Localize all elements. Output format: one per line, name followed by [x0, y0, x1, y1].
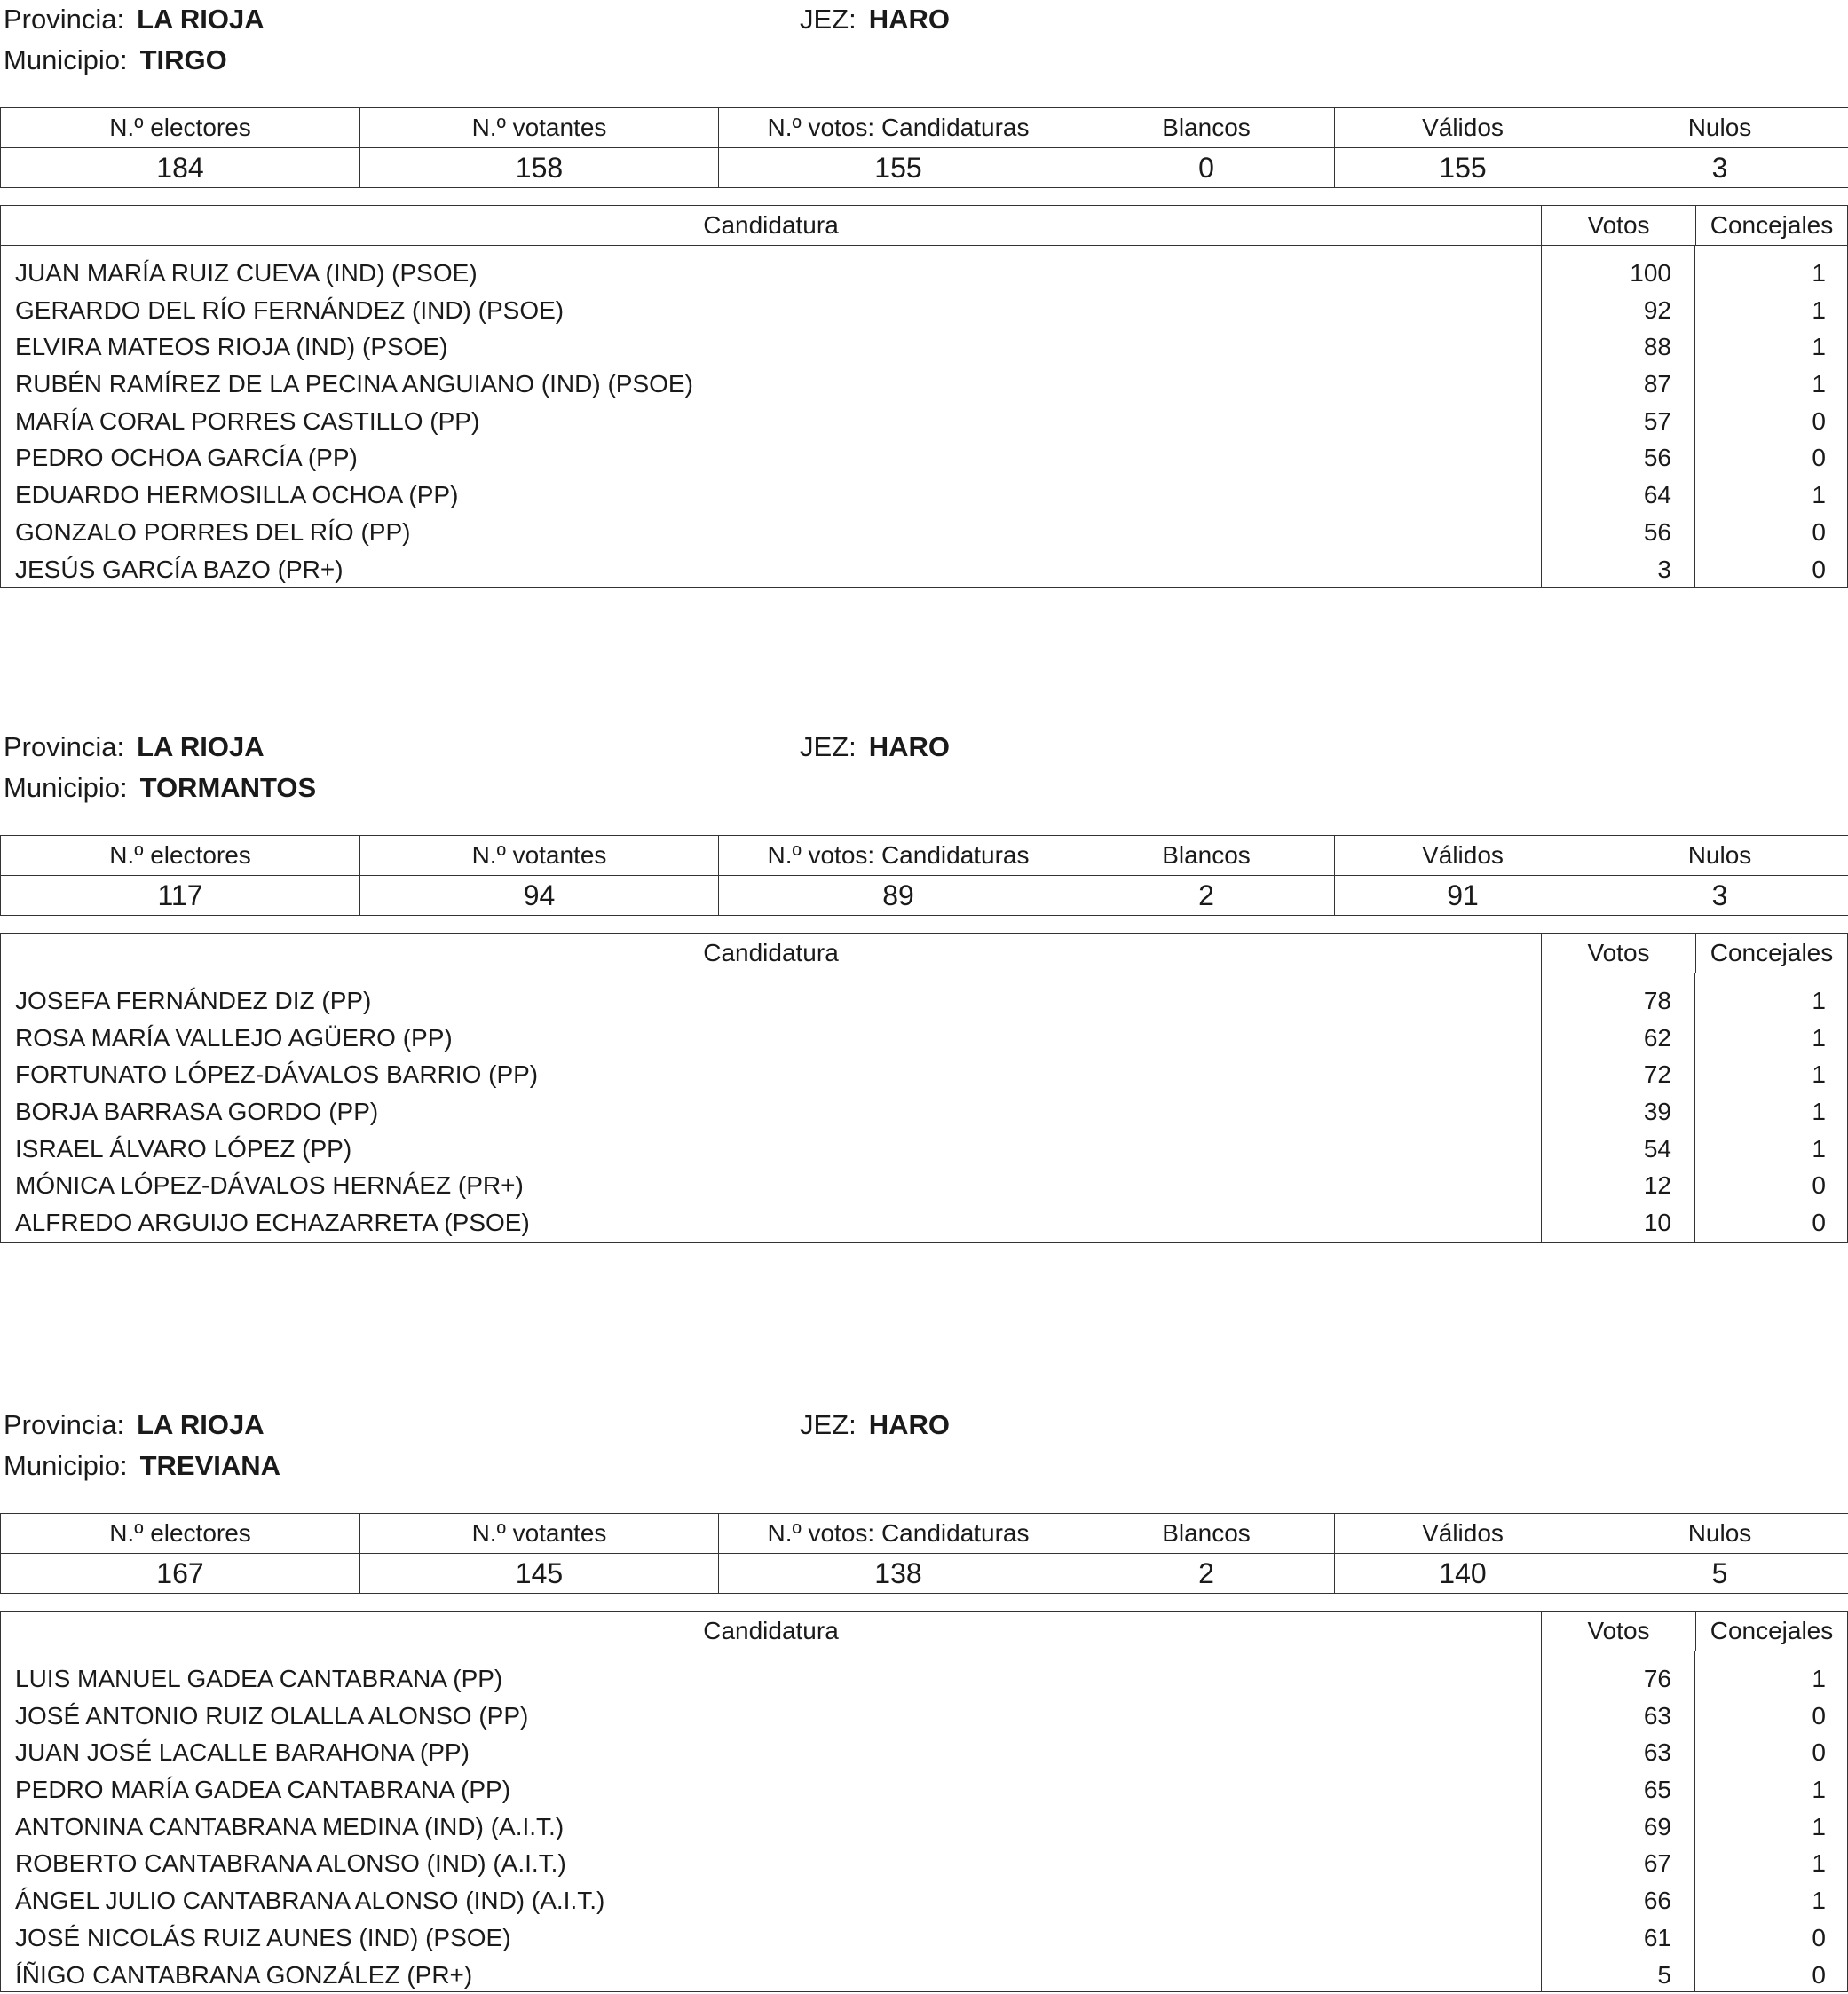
stats-table	[0, 1513, 1848, 1594]
stats-value-nulos: 5	[1591, 1554, 1848, 1594]
candidate-votos: 69	[1643, 1812, 1671, 1840]
stats-value-validos: 91	[1335, 876, 1591, 916]
candidate-name: JESÚS GARCÍA BAZO (PR+)	[15, 555, 344, 583]
column-nombres	[1, 246, 1541, 588]
header-concejales: Concejales	[1695, 206, 1847, 245]
candidate-name: LUIS MANUEL GADEA CANTABRANA (PP)	[15, 1665, 503, 1692]
column-votos	[1541, 1651, 1694, 1992]
municipio-line	[4, 1450, 280, 1482]
candidaturas-body	[1, 973, 1847, 1243]
stats-header-blancos: Blancos	[1078, 108, 1335, 148]
municipio-line	[4, 772, 316, 804]
header-candidatura: Candidatura	[703, 1617, 839, 1644]
jez-label: JEZ:	[800, 4, 857, 35]
candidate-votos: 78	[1643, 987, 1671, 1014]
municipio-value: TIRGO	[139, 44, 227, 75]
candidate-concejales: 1	[1812, 259, 1826, 287]
candidate-name: ÁNGEL JULIO CANTABRANA ALONSO (IND) (A.I.T.)	[15, 1887, 605, 1915]
provincia-line	[4, 731, 265, 763]
candidate-votos: 88	[1643, 333, 1671, 361]
candidate-votos: 76	[1643, 1665, 1671, 1692]
stats-value-validos: 140	[1335, 1554, 1591, 1594]
candidaturas-header	[1, 934, 1847, 973]
stats-value-votantes: 158	[360, 148, 719, 188]
stats-header-blancos: Blancos	[1078, 1514, 1335, 1554]
candidate-votos: 92	[1643, 296, 1671, 324]
candidate-name: JOSÉ ANTONIO RUIZ OLALLA ALONSO (PP)	[15, 1701, 529, 1730]
provincia-label: Provincia:	[4, 4, 125, 35]
stats-table	[0, 107, 1848, 188]
jez-line	[800, 1409, 950, 1441]
provincia-value: LA RIOJA	[137, 4, 265, 35]
stats-value-row	[1, 876, 1848, 916]
candidate-votos: 12	[1643, 1171, 1671, 1200]
stats-value-votantes: 94	[360, 876, 719, 916]
column-concejales	[1694, 973, 1847, 1243]
candidate-name: JUAN JOSÉ LACALLE BARAHONA (PP)	[15, 1738, 470, 1767]
candidate-concejales: 0	[1812, 1701, 1826, 1730]
municipio-value: TREVIANA	[139, 1450, 281, 1481]
municipio-block-tirgo	[0, 0, 1848, 590]
stats-header-votantes: N.º votantes	[360, 836, 719, 876]
candidate-votos: 72	[1643, 1060, 1671, 1089]
stats-table	[0, 835, 1848, 916]
candidaturas-table	[0, 1611, 1848, 1992]
jez-value: HARO	[868, 731, 951, 762]
stats-header-votos-candidaturas: N.º votos: Candidaturas	[719, 836, 1078, 876]
provincia-value: LA RIOJA	[137, 1409, 265, 1440]
candidate-votos: 67	[1643, 1849, 1671, 1878]
candidate-concejales: 0	[1812, 1171, 1826, 1200]
candidaturas-body	[1, 246, 1847, 588]
stats-header-row	[1, 1514, 1848, 1554]
candidate-concejales: 1	[1812, 1134, 1826, 1163]
stats-header-row	[1, 836, 1848, 876]
municipio-block-treviana	[0, 1406, 1848, 1994]
jez-label: JEZ:	[800, 1409, 857, 1440]
candidate-name: JOSEFA FERNÁNDEZ DIZ (PP)	[15, 987, 372, 1014]
candidate-name: GERARDO DEL RÍO FERNÁNDEZ (IND) (PSOE)	[15, 296, 565, 324]
stats-value-electores: 184	[1, 148, 360, 188]
candidate-votos: 3	[1657, 555, 1671, 583]
candidate-name: ROSA MARÍA VALLEJO AGÜERO (PP)	[15, 1023, 453, 1052]
stats-header-electores: N.º electores	[1, 108, 360, 148]
stats-value-votos-candidaturas: 89	[719, 876, 1078, 916]
candidate-votos: 39	[1643, 1098, 1671, 1126]
candidate-concejales: 1	[1812, 987, 1826, 1014]
stats-value-row	[1, 1554, 1848, 1594]
municipio-label: Municipio:	[4, 44, 128, 75]
candidaturas-table	[0, 205, 1848, 588]
candidate-concejales: 1	[1812, 481, 1826, 509]
candidate-concejales: 0	[1812, 1960, 1826, 1989]
municipio-block-tormantos	[0, 728, 1848, 1244]
header-candidatura: Candidatura	[703, 211, 839, 239]
candidate-votos: 10	[1643, 1209, 1671, 1237]
candidate-name: RUBÉN RAMÍREZ DE LA PECINA ANGUIANO (IND) (PSOE)	[15, 370, 693, 398]
stats-value-votantes: 145	[360, 1554, 719, 1594]
stats-header-nulos: Nulos	[1591, 108, 1848, 148]
municipio-label: Municipio:	[4, 772, 128, 803]
candidaturas-header	[1, 206, 1847, 246]
header-concejales: Concejales	[1695, 1612, 1847, 1651]
stats-header-electores: N.º electores	[1, 836, 360, 876]
candidate-votos: 5	[1657, 1960, 1671, 1989]
candidate-concejales: 1	[1812, 296, 1826, 324]
candidaturas-header	[1, 1612, 1847, 1651]
candidate-votos: 100	[1630, 259, 1671, 287]
candidate-concejales: 0	[1812, 1738, 1826, 1767]
provincia-line	[4, 4, 265, 35]
stats-header-row	[1, 108, 1848, 148]
stats-value-blancos: 2	[1078, 876, 1335, 916]
candidate-concejales: 1	[1812, 1887, 1826, 1915]
candidate-name: PEDRO OCHOA GARCÍA (PP)	[15, 444, 358, 472]
candidate-votos: 63	[1643, 1738, 1671, 1767]
municipio-line	[4, 44, 227, 76]
candidate-concejales: 0	[1812, 517, 1826, 546]
column-nombres	[1, 973, 1541, 1243]
candidate-votos: 66	[1643, 1887, 1671, 1915]
candidate-name: FORTUNATO LÓPEZ-DÁVALOS BARRIO (PP)	[15, 1060, 539, 1089]
stats-header-votos-candidaturas: N.º votos: Candidaturas	[719, 108, 1078, 148]
candidate-concejales: 1	[1812, 333, 1826, 361]
candidate-concejales: 0	[1812, 1209, 1826, 1237]
stats-value-nulos: 3	[1591, 876, 1848, 916]
candidate-concejales: 1	[1812, 1849, 1826, 1878]
stats-header-votos-candidaturas: N.º votos: Candidaturas	[719, 1514, 1078, 1554]
candidate-votos: 62	[1643, 1023, 1671, 1052]
candidate-votos: 63	[1643, 1701, 1671, 1730]
provincia-value: LA RIOJA	[137, 731, 265, 762]
municipio-label: Municipio:	[4, 1450, 128, 1481]
stats-value-blancos: 2	[1078, 1554, 1335, 1594]
header-candidatura: Candidatura	[703, 939, 839, 966]
candidaturas-body	[1, 1651, 1847, 1992]
candidate-votos: 57	[1643, 406, 1671, 435]
candidate-votos: 54	[1643, 1134, 1671, 1163]
stats-value-electores: 117	[1, 876, 360, 916]
candidate-name: ÍÑIGO CANTABRANA GONZÁLEZ (PR+)	[15, 1960, 473, 1989]
jez-line	[800, 4, 950, 35]
stats-value-blancos: 0	[1078, 148, 1335, 188]
stats-header-validos: Válidos	[1335, 836, 1591, 876]
stats-value-row	[1, 148, 1848, 188]
candidaturas-table	[0, 933, 1848, 1243]
candidate-concejales: 1	[1812, 1098, 1826, 1126]
stats-value-validos: 155	[1335, 148, 1591, 188]
candidate-name: ROBERTO CANTABRANA ALONSO (IND) (A.I.T.)	[15, 1849, 566, 1878]
candidate-name: ALFREDO ARGUIJO ECHAZARRETA (PSOE)	[15, 1209, 530, 1237]
column-votos	[1541, 246, 1694, 588]
jez-label: JEZ:	[800, 731, 857, 762]
candidate-votos: 56	[1643, 517, 1671, 546]
stats-header-validos: Válidos	[1335, 1514, 1591, 1554]
candidate-concejales: 0	[1812, 555, 1826, 583]
candidate-name: GONZALO PORRES DEL RÍO (PP)	[15, 517, 411, 546]
column-concejales	[1694, 246, 1847, 588]
header-votos: Votos	[1541, 1612, 1695, 1651]
candidate-name: JUAN MARÍA RUIZ CUEVA (IND) (PSOE)	[15, 259, 478, 287]
candidate-name: ANTONINA CANTABRANA MEDINA (IND) (A.I.T.)	[15, 1812, 565, 1840]
candidate-name: BORJA BARRASA GORDO (PP)	[15, 1098, 379, 1126]
candidate-concejales: 1	[1812, 1060, 1826, 1089]
candidate-votos: 87	[1643, 370, 1671, 398]
candidate-name: JOSÉ NICOLÁS RUIZ AUNES (IND) (PSOE)	[15, 1923, 511, 1951]
candidate-votos: 64	[1643, 481, 1671, 509]
stats-header-blancos: Blancos	[1078, 836, 1335, 876]
stats-header-electores: N.º electores	[1, 1514, 360, 1554]
stats-header-nulos: Nulos	[1591, 836, 1848, 876]
column-nombres	[1, 1651, 1541, 1992]
candidate-name: MARÍA CORAL PORRES CASTILLO (PP)	[15, 406, 480, 435]
candidate-votos: 56	[1643, 444, 1671, 472]
candidate-concejales: 0	[1812, 444, 1826, 472]
candidate-concejales: 1	[1812, 370, 1826, 398]
jez-line	[800, 731, 950, 763]
header-concejales: Concejales	[1695, 934, 1847, 973]
provincia-line	[4, 1409, 265, 1441]
candidate-name: ISRAEL ÁLVARO LÓPEZ (PP)	[15, 1134, 352, 1163]
header-votos: Votos	[1541, 206, 1695, 245]
candidate-votos: 61	[1643, 1923, 1671, 1951]
municipio-value: TORMANTOS	[139, 772, 317, 803]
provincia-label: Provincia:	[4, 1409, 125, 1440]
candidate-name: PEDRO MARÍA GADEA CANTABRANA (PP)	[15, 1776, 511, 1804]
candidate-concejales: 1	[1812, 1812, 1826, 1840]
column-concejales	[1694, 1651, 1847, 1992]
candidate-name: MÓNICA LÓPEZ-DÁVALOS HERNÁEZ (PR+)	[15, 1171, 524, 1200]
stats-value-votos-candidaturas: 138	[719, 1554, 1078, 1594]
stats-header-validos: Válidos	[1335, 108, 1591, 148]
column-votos	[1541, 973, 1694, 1243]
candidate-name: ELVIRA MATEOS RIOJA (IND) (PSOE)	[15, 333, 448, 361]
candidate-concejales: 1	[1812, 1023, 1826, 1052]
stats-value-votos-candidaturas: 155	[719, 148, 1078, 188]
stats-header-nulos: Nulos	[1591, 1514, 1848, 1554]
jez-value: HARO	[868, 1409, 951, 1440]
header-votos: Votos	[1541, 934, 1695, 973]
candidate-name: EDUARDO HERMOSILLA OCHOA (PP)	[15, 481, 459, 509]
candidate-concejales: 0	[1812, 406, 1826, 435]
candidate-votos: 65	[1643, 1776, 1671, 1804]
stats-value-nulos: 3	[1591, 148, 1848, 188]
candidate-concejales: 1	[1812, 1665, 1826, 1692]
jez-value: HARO	[868, 4, 951, 35]
candidate-concejales: 1	[1812, 1776, 1826, 1804]
stats-header-votantes: N.º votantes	[360, 1514, 719, 1554]
candidate-concejales: 0	[1812, 1923, 1826, 1951]
provincia-label: Provincia:	[4, 731, 125, 762]
stats-header-votantes: N.º votantes	[360, 108, 719, 148]
stats-value-electores: 167	[1, 1554, 360, 1594]
